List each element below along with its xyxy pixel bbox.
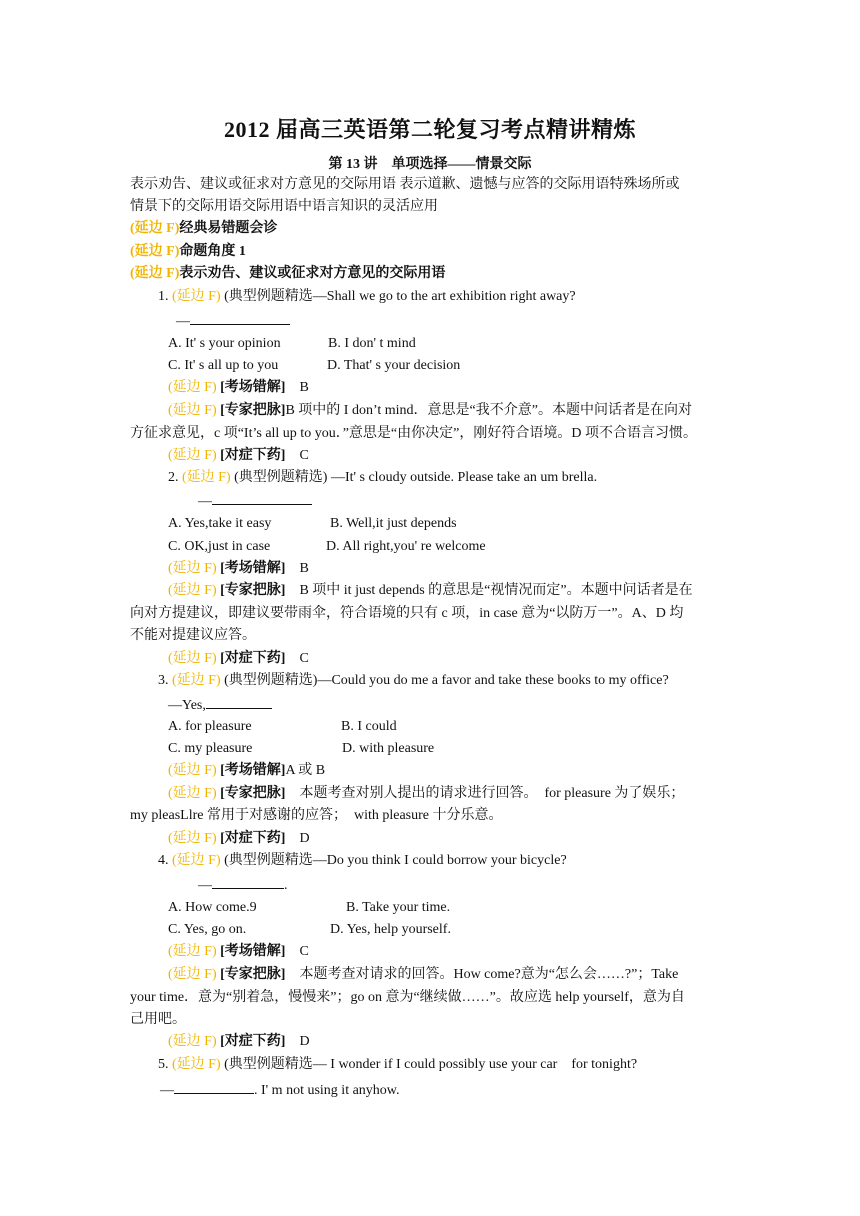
blank-line [174,1079,254,1094]
expert-analysis: (延边 F) [专家把脉] B 项中 it just depends 的意思是“视情况而定”。本题中问话者是在 [168,583,693,598]
header-text: 表示劝告、建议或征求对方意见的交际用语 [179,266,446,281]
error-answer: (延边 F) [考场错解] C [168,944,309,959]
expert-analysis-cont: your time．意为“别着急，慢慢来”；go on 意为“继续做……”。故应选 help yourself，意为自 [130,990,685,1005]
question-1: 1. (延边 F) (典型例题精选—Shall we go to the art exhibition right away? [158,289,576,304]
header-text: 命题角度 1 [179,244,246,259]
option-c: C. my pleasure [168,741,253,756]
answer-blank: — . I' m not using it anyhow. [160,1079,400,1101]
option-d: D. All right,you' re welcome [326,539,486,554]
error-answer: (延边 F) [考场错解]A 或 B [168,763,326,778]
answer-blank: — [198,490,312,512]
blank-line [212,490,312,505]
option-b: B. Well,it just depends [330,516,457,531]
option-b: B. I could [341,719,397,734]
header-text: 经典易错题会诊 [179,221,278,236]
correct-answer: (延边 F) [对症下药] D [168,831,310,846]
expert-analysis: (延边 F) [专家把脉]B 项中的 I don’t mind．意思是“我不介意”。本题中问话者是在向对 [168,403,692,418]
section-header [130,264,445,284]
question-5: 5. (延边 F) (典型例题精选— I wonder if I could possibly use your car for tonight? [158,1057,638,1072]
expert-analysis-cont: my pleasLlre 常用于对感谢的应答； with pleasure 十分乐意。 [130,808,503,823]
source-tag: (延边 F) [172,853,221,868]
option-b: B. Take your time. [346,900,451,915]
option-d: D. Yes, help yourself. [330,922,451,937]
question-4: 4. (延边 F) (典型例题精选—Do you think I could borrow your bicycle? [158,853,567,868]
section-header [130,242,246,262]
section-header [130,219,277,239]
correct-answer: (延边 F) [对症下药] D [168,1034,310,1049]
source-tag: (延边 F) [182,470,231,485]
answer-blank: — [176,310,290,332]
page-title: 2012 届高三英语第二轮复习考点精讲精炼 [223,117,636,142]
source-tag: (延边 F) [130,266,180,281]
expert-analysis-cont: 向对方提建议，即建议要带雨伞，符合语境的只有 c 项，in case 意为“以防万一”。A、D 均 [130,606,684,621]
option-a: A. Yes,take it easy [168,516,272,531]
correct-answer: (延边 F) [对症下药] C [168,448,309,463]
correct-answer: (延边 F) [对症下药] C [168,651,309,666]
answer-blank: —Yes, [168,694,272,716]
error-answer: (延边 F) [考场错解] B [168,380,309,395]
option-d: D. That' s your decision [327,358,461,373]
answer-blank: — . [198,874,288,896]
source-tag: (延边 F) [130,221,180,236]
blank-line [190,310,290,325]
expert-analysis-cont: 不能对提建议应答。 [130,628,256,643]
option-c: C. OK,just in case [168,539,271,554]
option-d: D. with pleasure [342,741,435,756]
option-a: A. It' s your opinion [168,336,281,351]
error-answer: (延边 F) [考场错解] B [168,561,309,576]
option-a: A. for pleasure [168,719,252,734]
source-tag: (延边 F) [172,1057,221,1072]
source-tag: (延边 F) [172,289,221,304]
question-2: 2. (延边 F) (典型例题精选) —It' s cloudy outside. Please take an um brella. [168,470,598,485]
expert-analysis: (延边 F) [专家把脉] 本题考查对请求的回答。How come?意为“怎么会……?”；Take [168,967,679,982]
option-b: B. I don' t mind [328,336,416,351]
source-tag: (延边 F) [130,244,180,259]
intro-line-1: 表示劝告、建议或征求对方意见的交际用语 表示道歉、遗憾与应答的交际用语特殊场所或 [130,177,680,192]
expert-analysis-cont: 方征求意见，c 项“It’s all up to you．”意思是“由你决定”，刚好符合语境。D 项不合语言习惯。 [130,426,697,441]
source-tag: (延边 F) [172,673,221,688]
question-3: 3. (延边 F) (典型例题精选)—Could you do me a favor and take these books to my office? [158,673,669,688]
blank-line [206,694,272,709]
intro-line-2: 情景下的交际用语交际用语中语言知识的灵活应用 [130,199,438,214]
option-c: C. Yes, go on. [168,922,247,937]
option-a: A. How come.9 [168,900,257,915]
option-c: C. It' s all up to you [168,358,279,373]
expert-analysis-cont: 己用吧。 [130,1012,186,1027]
expert-analysis: (延边 F) [专家把脉] 本题考查对别人提出的请求进行回答。 for pleasure 为了娱乐； [168,786,685,801]
lesson-subtitle: 第 13 讲 单项选择——情景交际 [328,157,532,172]
blank-line [212,874,284,889]
